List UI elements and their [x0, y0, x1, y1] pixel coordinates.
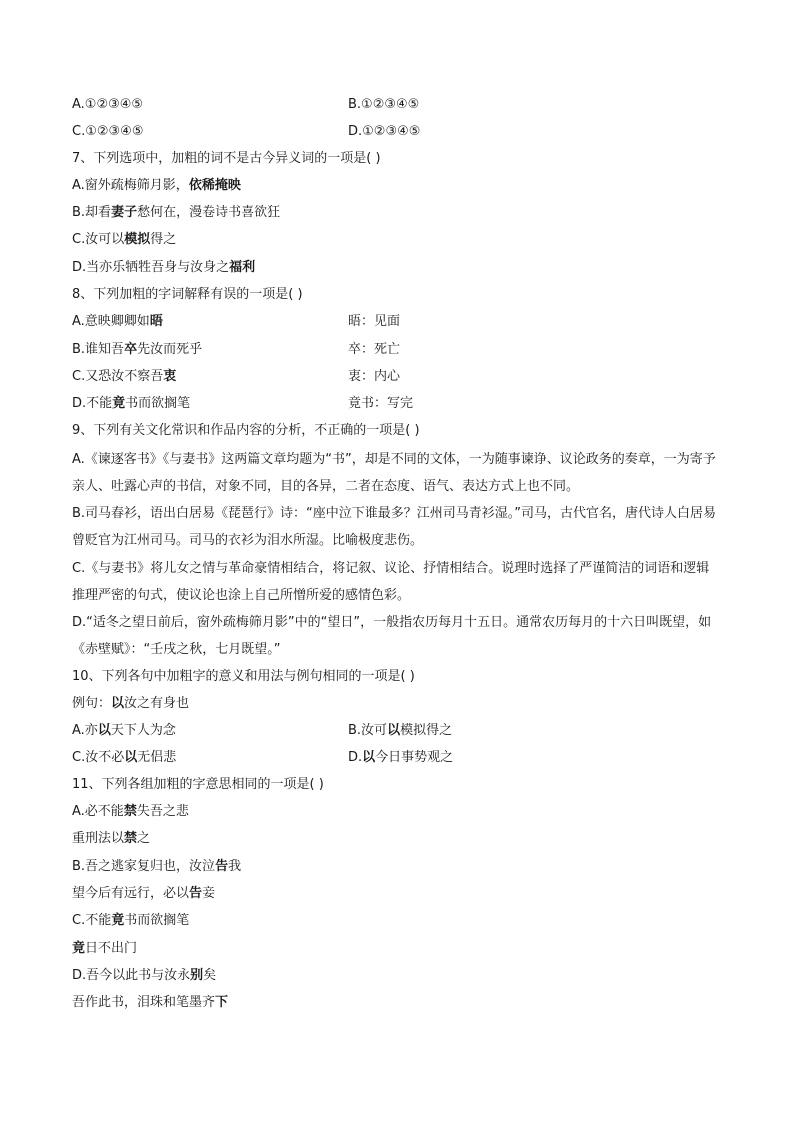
q10-example — [72, 695, 189, 713]
q10-example-text: 例句： — [72, 696, 112, 711]
question-10: 10、下列各句中加粗字的意义和用法与例句相同的一项是( ) — [72, 669, 415, 684]
question-9: 9、下列有关文化常识和作品内容的分析，不正确的一项是( ) — [72, 423, 420, 438]
q8-b-text: B.谁知吾 — [72, 342, 125, 357]
q9-option-c: C.《与妻书》将儿女之情与革命豪情相结合，将记叙、议论、抒情相结合。说理时选择了严谨简洁的词语和逻辑推理严密的句式，使议论也涂上自己所憎所爱的感情色彩。 — [72, 561, 710, 603]
q10-option-c — [72, 749, 176, 767]
q7-c-bold: 模拟 — [124, 232, 151, 247]
q8-c-text: C.又恐汝不察吾 — [72, 369, 164, 384]
q7-a-text: A.窗外疏梅筛月影， — [72, 178, 189, 193]
q11-d1-bold: 别 — [190, 968, 204, 983]
question-11: 11、下列各组加粗的字意思相同的一项是( ) — [72, 777, 324, 792]
q8-b-bold: 卒 — [124, 342, 138, 357]
q10-a-post: 天下人为念 — [110, 723, 176, 738]
q7-option-c — [72, 231, 176, 249]
q11-a2-bold: 禁 — [124, 831, 138, 846]
q11-d1-text: D.吾今以此书与汝永 — [72, 968, 191, 983]
q8-c-explanation: 衷：内心 — [348, 369, 401, 384]
q7-c-text-post: 得之 — [150, 232, 177, 247]
q11-d2-bold: 下 — [215, 995, 229, 1010]
q10-a-text: A.亦 — [72, 723, 98, 738]
q7-b-bold: 妻子 — [111, 205, 138, 220]
q10-b-bold: 以 — [387, 723, 401, 738]
q11-c1-post: 书而欲搁笔 — [124, 913, 190, 928]
question-8: 8、下列加粗的字词解释有误的一项是( ) — [72, 287, 303, 302]
q10-d-bold: 以 — [362, 750, 376, 765]
q10-c-post: 无侣悲 — [137, 750, 177, 765]
q8-b-text-post: 先汝而死乎 — [137, 342, 203, 357]
q10-example-bold: 以 — [111, 696, 125, 711]
q11-option-d-line1 — [72, 967, 216, 985]
q11-b2-text: 望今后有远行，必以 — [72, 886, 190, 901]
q11-c1-text: C.不能 — [72, 913, 112, 928]
q9-option-d: D.“适冬之望日前后，窗外疏梅筛月影”中的“望日”，一般指农历每月十五日。通常农历每月的十六日叫既望，如《赤壁赋》：“壬戌之秋，七月既望。” — [72, 615, 712, 657]
q11-a1-bold: 禁 — [123, 804, 137, 819]
q10-option-b — [348, 722, 452, 740]
q11-a2-post: 之 — [137, 831, 151, 846]
q7-b-text: B.却看 — [72, 205, 112, 220]
q9-option-a: A.《谏逐客书》《与妻书》这两篇文章均题为“书”，却是不同的文体，一为随事谏诤、议论政务的奏章，一为寄予亲人、吐露心声的书信，对象不同，目的各异，二者在态度、语气、表达方式上也不同。 — [72, 452, 716, 494]
q8-c-bold: 衷 — [163, 369, 177, 384]
q8-option-b — [72, 341, 202, 359]
q8-a-explanation: 晤：见面 — [348, 314, 401, 329]
q11-b2-bold: 告 — [189, 886, 203, 901]
q7-c-text: C.汝可以 — [72, 232, 125, 247]
q11-b1-post: 我 — [228, 859, 242, 874]
q10-d-text: D. — [348, 750, 363, 765]
q7-option-d — [72, 259, 255, 277]
q10-b-text: B.汝可 — [348, 723, 388, 738]
q10-c-text: C.汝不必 — [72, 750, 125, 765]
q10-a-bold: 以 — [97, 723, 111, 738]
q8-option-d — [72, 395, 190, 413]
q11-option-b-line2 — [72, 885, 215, 903]
q11-option-a-line1 — [72, 803, 189, 821]
q11-a1-post: 失吾之悲 — [136, 804, 189, 819]
option-a: A.①②③④⑤ — [72, 97, 144, 112]
q11-option-b-line1 — [72, 858, 241, 876]
q10-b-post: 模拟得之 — [400, 723, 453, 738]
q10-c-bold: 以 — [124, 750, 138, 765]
q7-option-a — [72, 177, 241, 195]
q8-d-text: D.不能 — [72, 396, 113, 411]
q8-d-explanation: 竟书：写完 — [348, 396, 414, 411]
q7-a-bold: 依稀掩映 — [188, 178, 241, 193]
q7-b-text-post: 愁何在，漫卷诗书喜欲狂 — [137, 205, 281, 220]
q10-option-a — [72, 722, 176, 740]
q11-b1-bold: 告 — [215, 859, 229, 874]
q8-option-a — [72, 313, 163, 331]
q10-d-post: 今日事势观之 — [375, 750, 454, 765]
q8-option-c — [72, 368, 176, 386]
q8-a-bold: 晤 — [149, 314, 163, 329]
q8-a-text: A.意映卿卿如 — [72, 314, 150, 329]
option-c: C.①②③④⑤ — [72, 124, 144, 139]
q11-d2-text: 吾作此书，泪珠和笔墨齐 — [72, 995, 216, 1010]
q8-d-text-post: 书而欲搁笔 — [125, 396, 191, 411]
q11-c2-post: 日不出门 — [85, 941, 138, 956]
q10-example-post: 汝之有身也 — [124, 696, 190, 711]
option-b: B.①②③④⑤ — [348, 97, 420, 112]
q11-c1-bold: 竟 — [111, 913, 125, 928]
q8-b-explanation: 卒：死亡 — [348, 342, 401, 357]
q10-option-d — [348, 749, 453, 767]
q7-d-text: D.当亦乐牺牲吾身与汝身之 — [72, 260, 230, 275]
q11-b2-post: 妾 — [202, 886, 216, 901]
q11-option-c-line2 — [72, 940, 137, 958]
q7-option-b — [72, 204, 280, 222]
q11-a2-text: 重刑法以 — [72, 831, 125, 846]
q8-d-bold: 竟 — [112, 396, 126, 411]
question-7: 7、下列选项中，加粗的词不是古今异义词的一项是( ) — [72, 151, 381, 166]
q9-option-b: B.司马春衫，语出白居易《琵琶行》诗：“座中泣下谁最多？江州司马青衫湿。”司马，古代官名，唐代诗人白居易曾贬官为江州司马。司马的衣衫为泪水所湿。比喻极度悲伤。 — [72, 506, 717, 548]
q11-c2-bold: 竟 — [72, 941, 86, 956]
q11-option-c-line1 — [72, 912, 189, 930]
q7-d-bold: 福利 — [229, 260, 256, 275]
q11-d1-post: 矣 — [203, 968, 217, 983]
q11-option-a-line2 — [72, 830, 150, 848]
q11-b1-text: B.吾之逃家复归也，汝泣 — [72, 859, 216, 874]
q11-a1-text: A.必不能 — [72, 804, 124, 819]
option-d: D.①②③④⑤ — [348, 124, 421, 139]
q11-option-d-line2 — [72, 994, 228, 1012]
